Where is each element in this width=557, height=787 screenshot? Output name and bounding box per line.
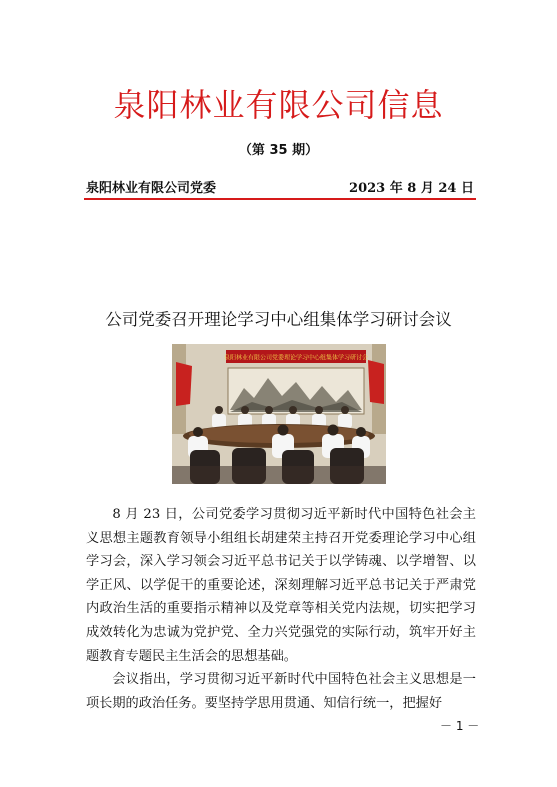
issue-number: （第 35 期） <box>238 143 319 158</box>
publisher-row <box>86 177 474 196</box>
paragraph: 会议指出，学习贯彻习近平新时代中国特色社会主义思想是一项长期的政治任务。要坚持学思用贯通、知信行统一，把握好 <box>86 672 476 711</box>
page-number: － 1 － <box>437 717 482 734</box>
masthead-title: 泉阳林业有限公司信息 <box>113 86 444 124</box>
meeting-photo-illustration <box>172 344 386 484</box>
publisher-name: 泉阳林业有限公司党委 <box>86 181 217 196</box>
article-title: 公司党委召开理论学习中心组集体学习研讨会议 <box>105 310 452 329</box>
photo-banner-text: 泉阳林业有限公司党委理论学习中心组集体学习研讨会 <box>223 354 369 362</box>
meeting-photo <box>172 344 386 484</box>
article-body <box>86 503 476 715</box>
publish-date: 2023 年 8 月 24 日 <box>349 181 474 196</box>
paragraph: 8 月 23 日，公司党委学习贯彻习近平新时代中国特色社会主义思想主题教育领导小组组长胡建荣主持召开党委理论学习中心组学习会，深入学习领会习近平总书记关于以学铸魂、以学增智、以学正风、以学促干的重要论述，深刻理解习近平总书记关于严肃党内政治生活的重要指示精神以及党章等相关党内法规，切实把学习成效转化为忠诚为党护党、全力兴党强党的实际行动，筑牢开好主题教育专题民主生活会的思想基础。 <box>86 507 476 664</box>
red-divider <box>84 198 476 200</box>
